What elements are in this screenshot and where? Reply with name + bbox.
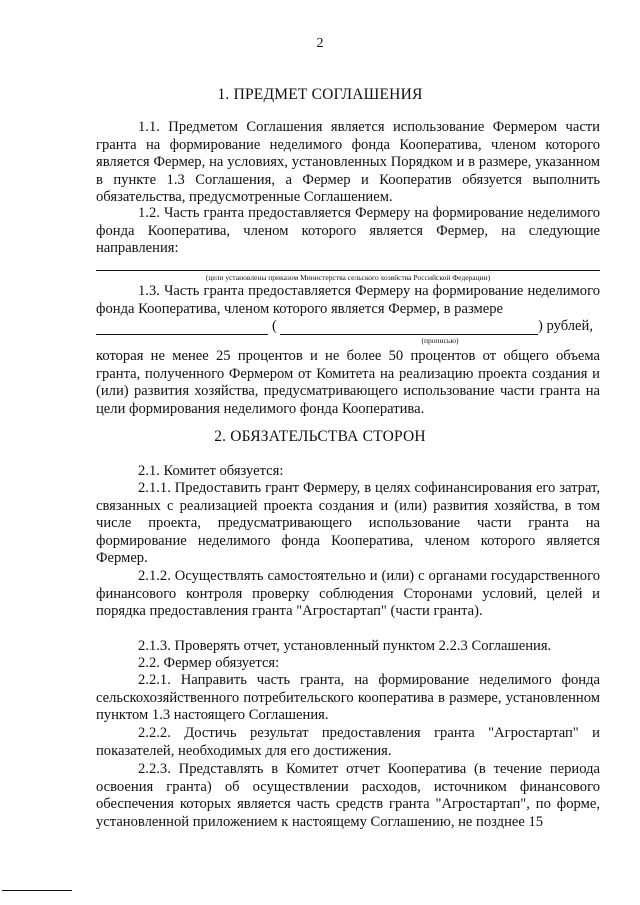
paragraph-2-2: 2.2. Фермер обязуется: <box>138 655 280 671</box>
paragraph-1-3: 1.3. Часть гранта предоставляется Фермеру на формирование неделимого фонда Кооператива, членом которого является Фермер, в размере <box>96 283 600 317</box>
goals-caption: (цели установлены приказом Министерства сельского хозяйства Российской Федерации) <box>205 273 491 282</box>
paragraph-2-1-2: 2.1.2. Осуществлять самостоятельно и (или) с органами государственного финансового контроля проверку соблюдения Сторонами условий, целей и порядка предоставления гранта "Агростартап" (части гранта). <box>96 568 600 620</box>
amount-row <box>96 318 600 336</box>
paragraph-1-1: 1.1. Предметом Соглашения является использование Фермером части гранта на формирование неделимого фонда Кооператива, членом которого является Фермер, на условиях, установленных Порядком и в размере, указанном в пункте 1.3 Соглашения, а Фермер и Кооператив обязуется выполнить обязательства, предусмотренные Соглашением. <box>96 119 600 206</box>
paragraph-1-3-continued: которая не менее 25 процентов и не более 50 процентов от общего объема гранта, полученного Фермером от Комитета на реализацию проекта создания и (или) развития хозяйства, предусматривающего использование части гранта на цели формирования неделимого фонда Кооператива. <box>96 348 600 417</box>
paragraph-1-2: 1.2. Часть гранта предоставляется Фермеру на формирование неделимого фонда Кооператива, членом которого является Фермер, на следующие направления: <box>96 205 600 257</box>
paragraph-2-1: 2.1. Комитет обязуется: <box>138 463 284 479</box>
page-number: 2 <box>316 36 324 51</box>
footnote-separator <box>2 890 72 891</box>
paragraph-2-2-2: 2.2.2. Достичь результат предоставления гранта "Агростартап" и показателей, необходимых для его достижения. <box>96 725 600 759</box>
paragraph-2-1-3: 2.1.3. Проверять отчет, установленный пунктом 2.2.3 Соглашения. <box>138 638 552 654</box>
amount-words-line <box>280 334 538 335</box>
rubles-label: ) рублей, <box>538 318 593 334</box>
paragraph-2-1-1: 2.1.1. Предоставить грант Фермеру, в целях софинансирования его затрат, связанных с реализацией проекта создания и (или) развития хозяйства, в том числе проекта, предусматривающего использование части гранта на формирование неделимого фонда Кооператива, членом которого является Фермер. <box>96 480 600 567</box>
goals-blank-line <box>96 270 600 271</box>
section-2-title: 2. ОБЯЗАТЕЛЬСТВА СТОРОН <box>214 428 426 445</box>
paragraph-2-2-1: 2.2.1. Направить часть гранта, на формирование неделимого фонда сельскохозяйственного потребительского кооператива в размере, установленном пунктом 1.3 настоящего Соглашения. <box>96 672 600 724</box>
amount-digits-line <box>96 334 268 335</box>
words-caption: (прописью) <box>421 336 459 345</box>
section-1-title: 1. ПРЕДМЕТ СОГЛАШЕНИЯ <box>217 86 423 103</box>
paragraph-2-2-3: 2.2.3. Представлять в Комитет отчет Кооператива (в течение периода освоения гранта) об осуществлении расходов, источником финансового обеспечения которых является часть средств гранта "Агростартап", по форме, установленной приложением к настоящему Соглашению, не позднее 15 <box>96 761 600 830</box>
open-paren: ( <box>272 318 277 334</box>
